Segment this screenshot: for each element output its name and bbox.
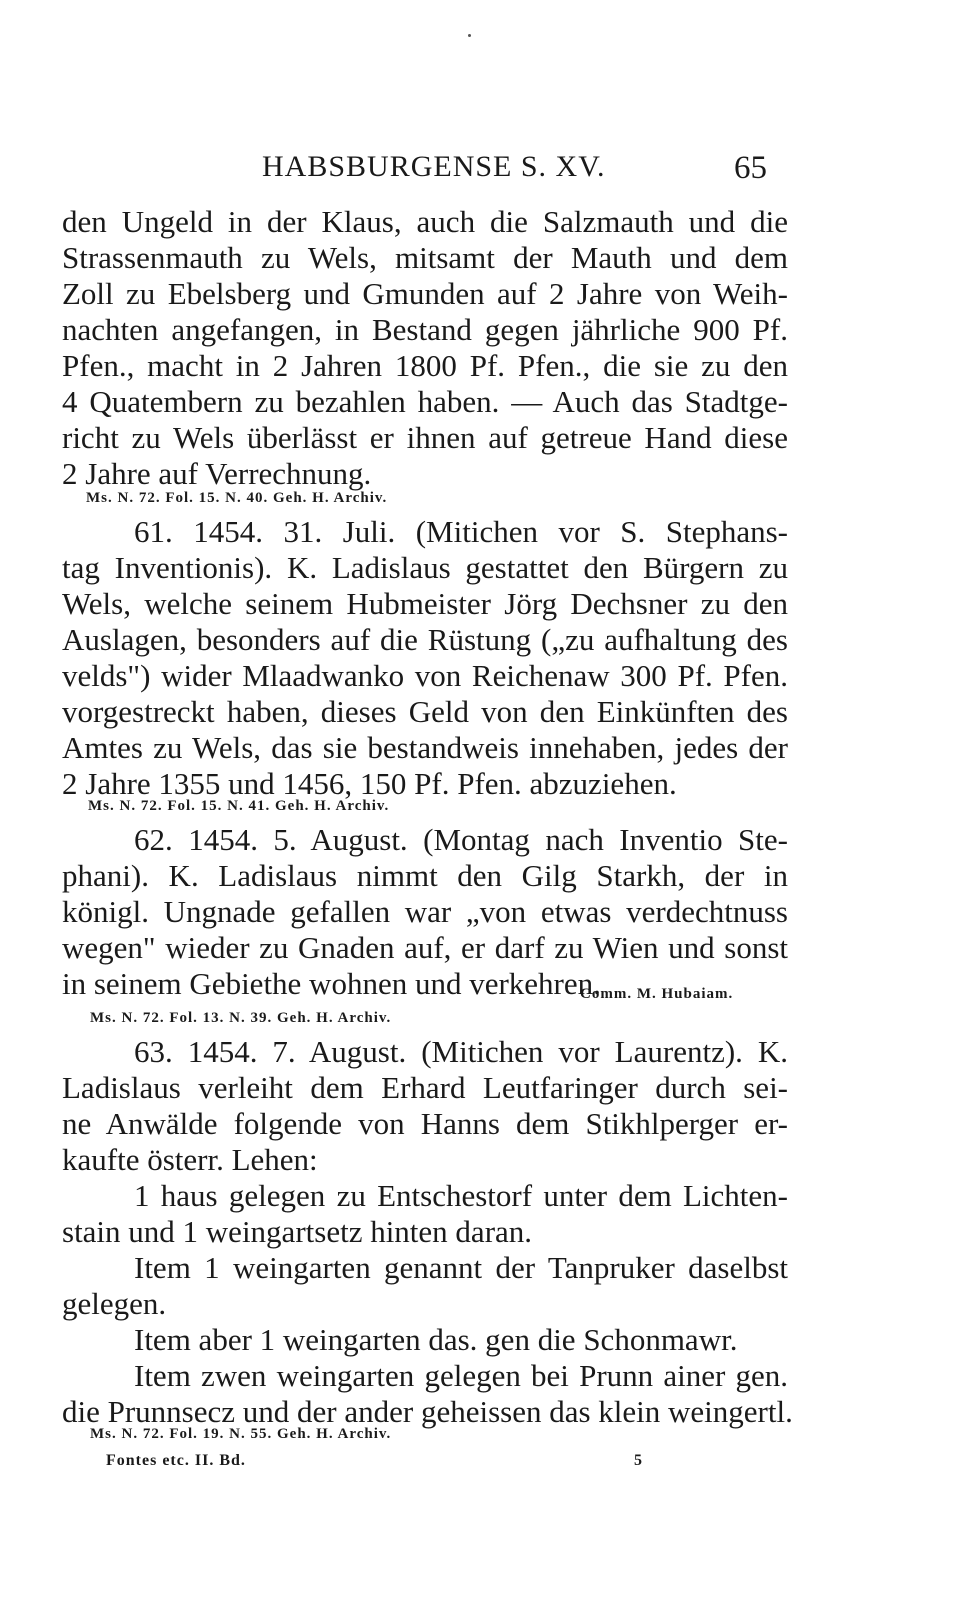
text-line: 2 Jahre auf Verrechnung. xyxy=(62,456,372,491)
text-line: Amtes zu Wels, das sie bestandweis innehaben, jedes der xyxy=(62,730,788,765)
entry-heading-line: 62. 1454. 5. August. (Montag nach Inventio Ste- xyxy=(134,822,788,857)
archive-reference: Ms. N. 72. Fol. 19. N. 55. Geh. H. Archiv. xyxy=(90,1426,392,1442)
text-line: Wels, welche seinem Hubmeister Jörg Dechsner zu den xyxy=(62,586,788,621)
text-line: gelegen. xyxy=(62,1286,167,1321)
text-line: phani). K. Ladislaus nimmt den Gilg Starkh, der in xyxy=(62,858,788,893)
running-header-title: HABSBURGENSE S. XV. xyxy=(262,150,606,183)
scan-speck xyxy=(468,34,471,37)
text-line: wegen" wieder zu Gnaden auf, er darf zu Wien und sonst xyxy=(62,930,788,965)
text-line: Auslagen, besonders auf die Rüstung („zu aufhaltung des xyxy=(62,622,788,657)
text-line: den Ungeld in der Klaus, auch die Salzmauth und die xyxy=(62,204,788,239)
page-number: 65 xyxy=(734,150,767,186)
text-line: 2 Jahre 1355 und 1456, 150 Pf. Pfen. abzuziehen. xyxy=(62,766,677,801)
list-line: 1 haus gelegen zu Entschestorf unter dem Lichten- xyxy=(134,1178,788,1213)
text-line: 4 Quatembern zu bezahlen haben. — Auch das Stadtge- xyxy=(62,384,788,419)
entry-heading-line: 63. 1454. 7. August. (Mitichen vor Laurentz). K. xyxy=(134,1034,788,1069)
text-line: die Prunnsecz und der ander geheissen das klein weingertl. xyxy=(62,1394,793,1429)
text-line: kaufte österr. Lehen: xyxy=(62,1142,318,1177)
text-line: Zoll zu Ebelsberg und Gmunden auf 2 Jahre von Weih- xyxy=(62,276,788,311)
text-line: in seinem Gebiethe wohnen und verkehren. xyxy=(62,966,601,1001)
text-line: Ladislaus verleiht dem Erhard Leutfaringer durch sei- xyxy=(62,1070,788,1105)
text-line: Strassenmauth zu Wels, mitsamt der Mauth und dem xyxy=(62,240,788,275)
archive-reference: Ms. N. 72. Fol. 15. N. 40. Geh. H. Archiv. xyxy=(86,490,388,506)
signature-number: 5 xyxy=(634,1452,643,1469)
text-line: tag Inventionis). K. Ladislaus gestattet den Bürgern zu xyxy=(62,550,788,585)
text-line: ne Anwälde folgende von Hanns dem Stikhlperger er- xyxy=(62,1106,788,1141)
archive-reference: Ms. N. 72. Fol. 13. N. 39. Geh. H. Archiv. xyxy=(90,1010,392,1026)
text-line: königl. Ungnade gefallen war „von etwas verdechtnuss xyxy=(62,894,788,929)
entry-heading-line: 61. 1454. 31. Juli. (Mitichen vor S. Stephans- xyxy=(134,514,788,549)
text-line: velds") wider Mlaadwanko von Reichenaw 300 Pf. Pfen. xyxy=(62,658,788,693)
footer-signature: Fontes etc. II. Bd. xyxy=(106,1452,246,1469)
archive-reference: Ms. N. 72. Fol. 15. N. 41. Geh. H. Archiv. xyxy=(88,798,390,814)
text-line: vorgestreckt haben, dieses Geld von den Einkünften des xyxy=(62,694,788,729)
text-line: Pfen., macht in 2 Jahren 1800 Pf. Pfen., die sie zu den xyxy=(62,348,788,383)
commentary-reference: Comm. M. Hubaiam. xyxy=(580,986,734,1002)
list-line: Item aber 1 weingarten das. gen die Schonmawr. xyxy=(134,1322,738,1357)
text-line: richt zu Wels überlässt er ihnen auf getreue Hand diese xyxy=(62,420,788,455)
list-line: Item 1 weingarten genannt der Tanpruker daselbst xyxy=(134,1250,788,1285)
text-line: stain und 1 weingartsetz hinten daran. xyxy=(62,1214,533,1249)
list-line: Item zwen weingarten gelegen bei Prunn ainer gen. xyxy=(134,1358,788,1393)
text-line: nachten angefangen, in Bestand gegen jährliche 900 Pf. xyxy=(62,312,788,347)
